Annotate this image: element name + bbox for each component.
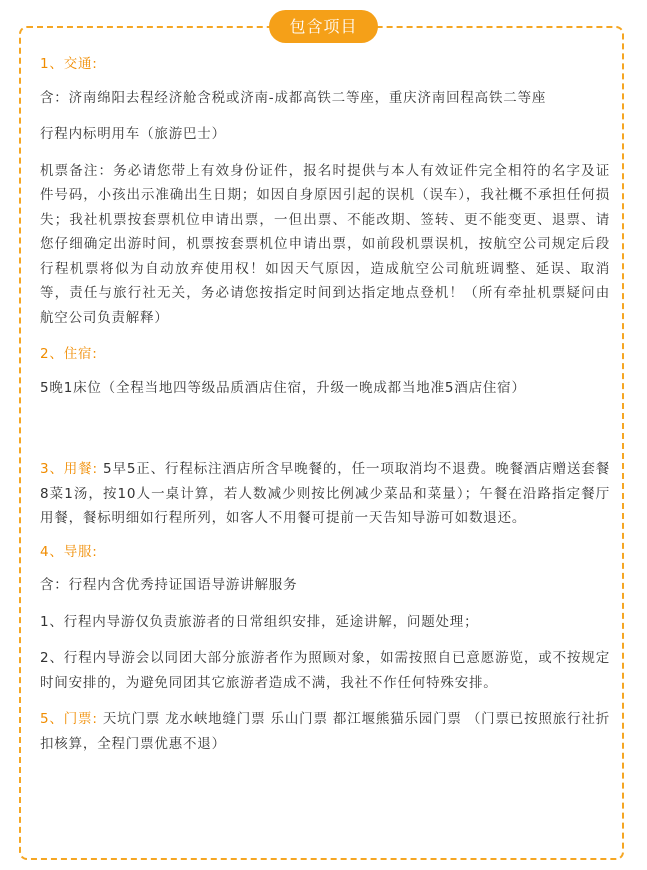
meals-heading: 3、用餐: <box>40 461 98 477</box>
ticket-note: 机票备注：务必请您带上有效身份证件，报名时提供与本人有效证件完全相符的名字及证件号码，小孩出示准确出生日期；如因自身原因引起的误机（误车），我社概不承担任何损失；我社机票按套票机位申请出票，一但出票、不能改期、签转、更不能变更、退票、请您仔细确定出游时间，机票按套票机位申请出票，如前段机票误机，按航空公司规定后段行程机票将似为自动放弃使用权！如因天气原因，造成航空公司航班调整、延误、取消等，责任与旅行社无关，务必请您按指定时间到达指定地点登机！（所有牵扯机票疑问由航空公司负责解释） <box>40 162 610 326</box>
meals-text: 5早5正、行程标注酒店所含早晚餐的，任一项取消均不退费。晚餐酒店赠送套餐8菜1汤，按10人一桌计算，若人数减少则按比例减少菜品和菜量）；午餐在沿路指定餐厅用餐，餐标明细如行程所列，如客人不用餐可提前一天告知导游可如数退还。 <box>40 461 610 526</box>
lodging-heading: 2、住宿: <box>40 346 98 362</box>
guide-heading: 4、导服: <box>40 543 98 560</box>
guide-line-2: 1、行程内导游仅负责旅游者的日常组织安排，延途讲解，问题处理； <box>40 613 479 630</box>
included-items-content <box>40 52 610 756</box>
transport-line-2: 行程内标明用车（旅游巴士） <box>40 126 226 142</box>
transport-line-1: 含：济南绵阳去程经济舱含税或济南-成都高铁二等座，重庆济南回程高铁二等座 <box>40 89 547 106</box>
tickets-heading: 5、门票: <box>40 711 98 727</box>
tickets-paragraph <box>40 707 610 756</box>
section-title-badge: 包含项目 <box>269 10 378 43</box>
meals-paragraph <box>40 457 610 531</box>
lodging-line-1: 5晚1床位（全程当地四等级品质酒店住宿，升级一晚成都当地准5酒店住宿） <box>40 379 526 396</box>
guide-line-1: 含：行程内含优秀持证国语导游讲解服务 <box>40 577 298 593</box>
transport-heading: 1、交通: <box>40 56 98 72</box>
guide-line-3: 2、行程内导游会以同团大部分旅游者作为照顾对象，如需按照自已意愿游览，或不按规定时间安排的，为避免同团其它旅游者造成不满，我社不作任何特殊安排。 <box>40 650 610 691</box>
tickets-text: 天坑门票 龙水峡地缝门票 乐山门票 都江堰熊猫乐园门票 （门票已按照旅行社折扣核算，全程门票优惠不退） <box>40 711 611 752</box>
